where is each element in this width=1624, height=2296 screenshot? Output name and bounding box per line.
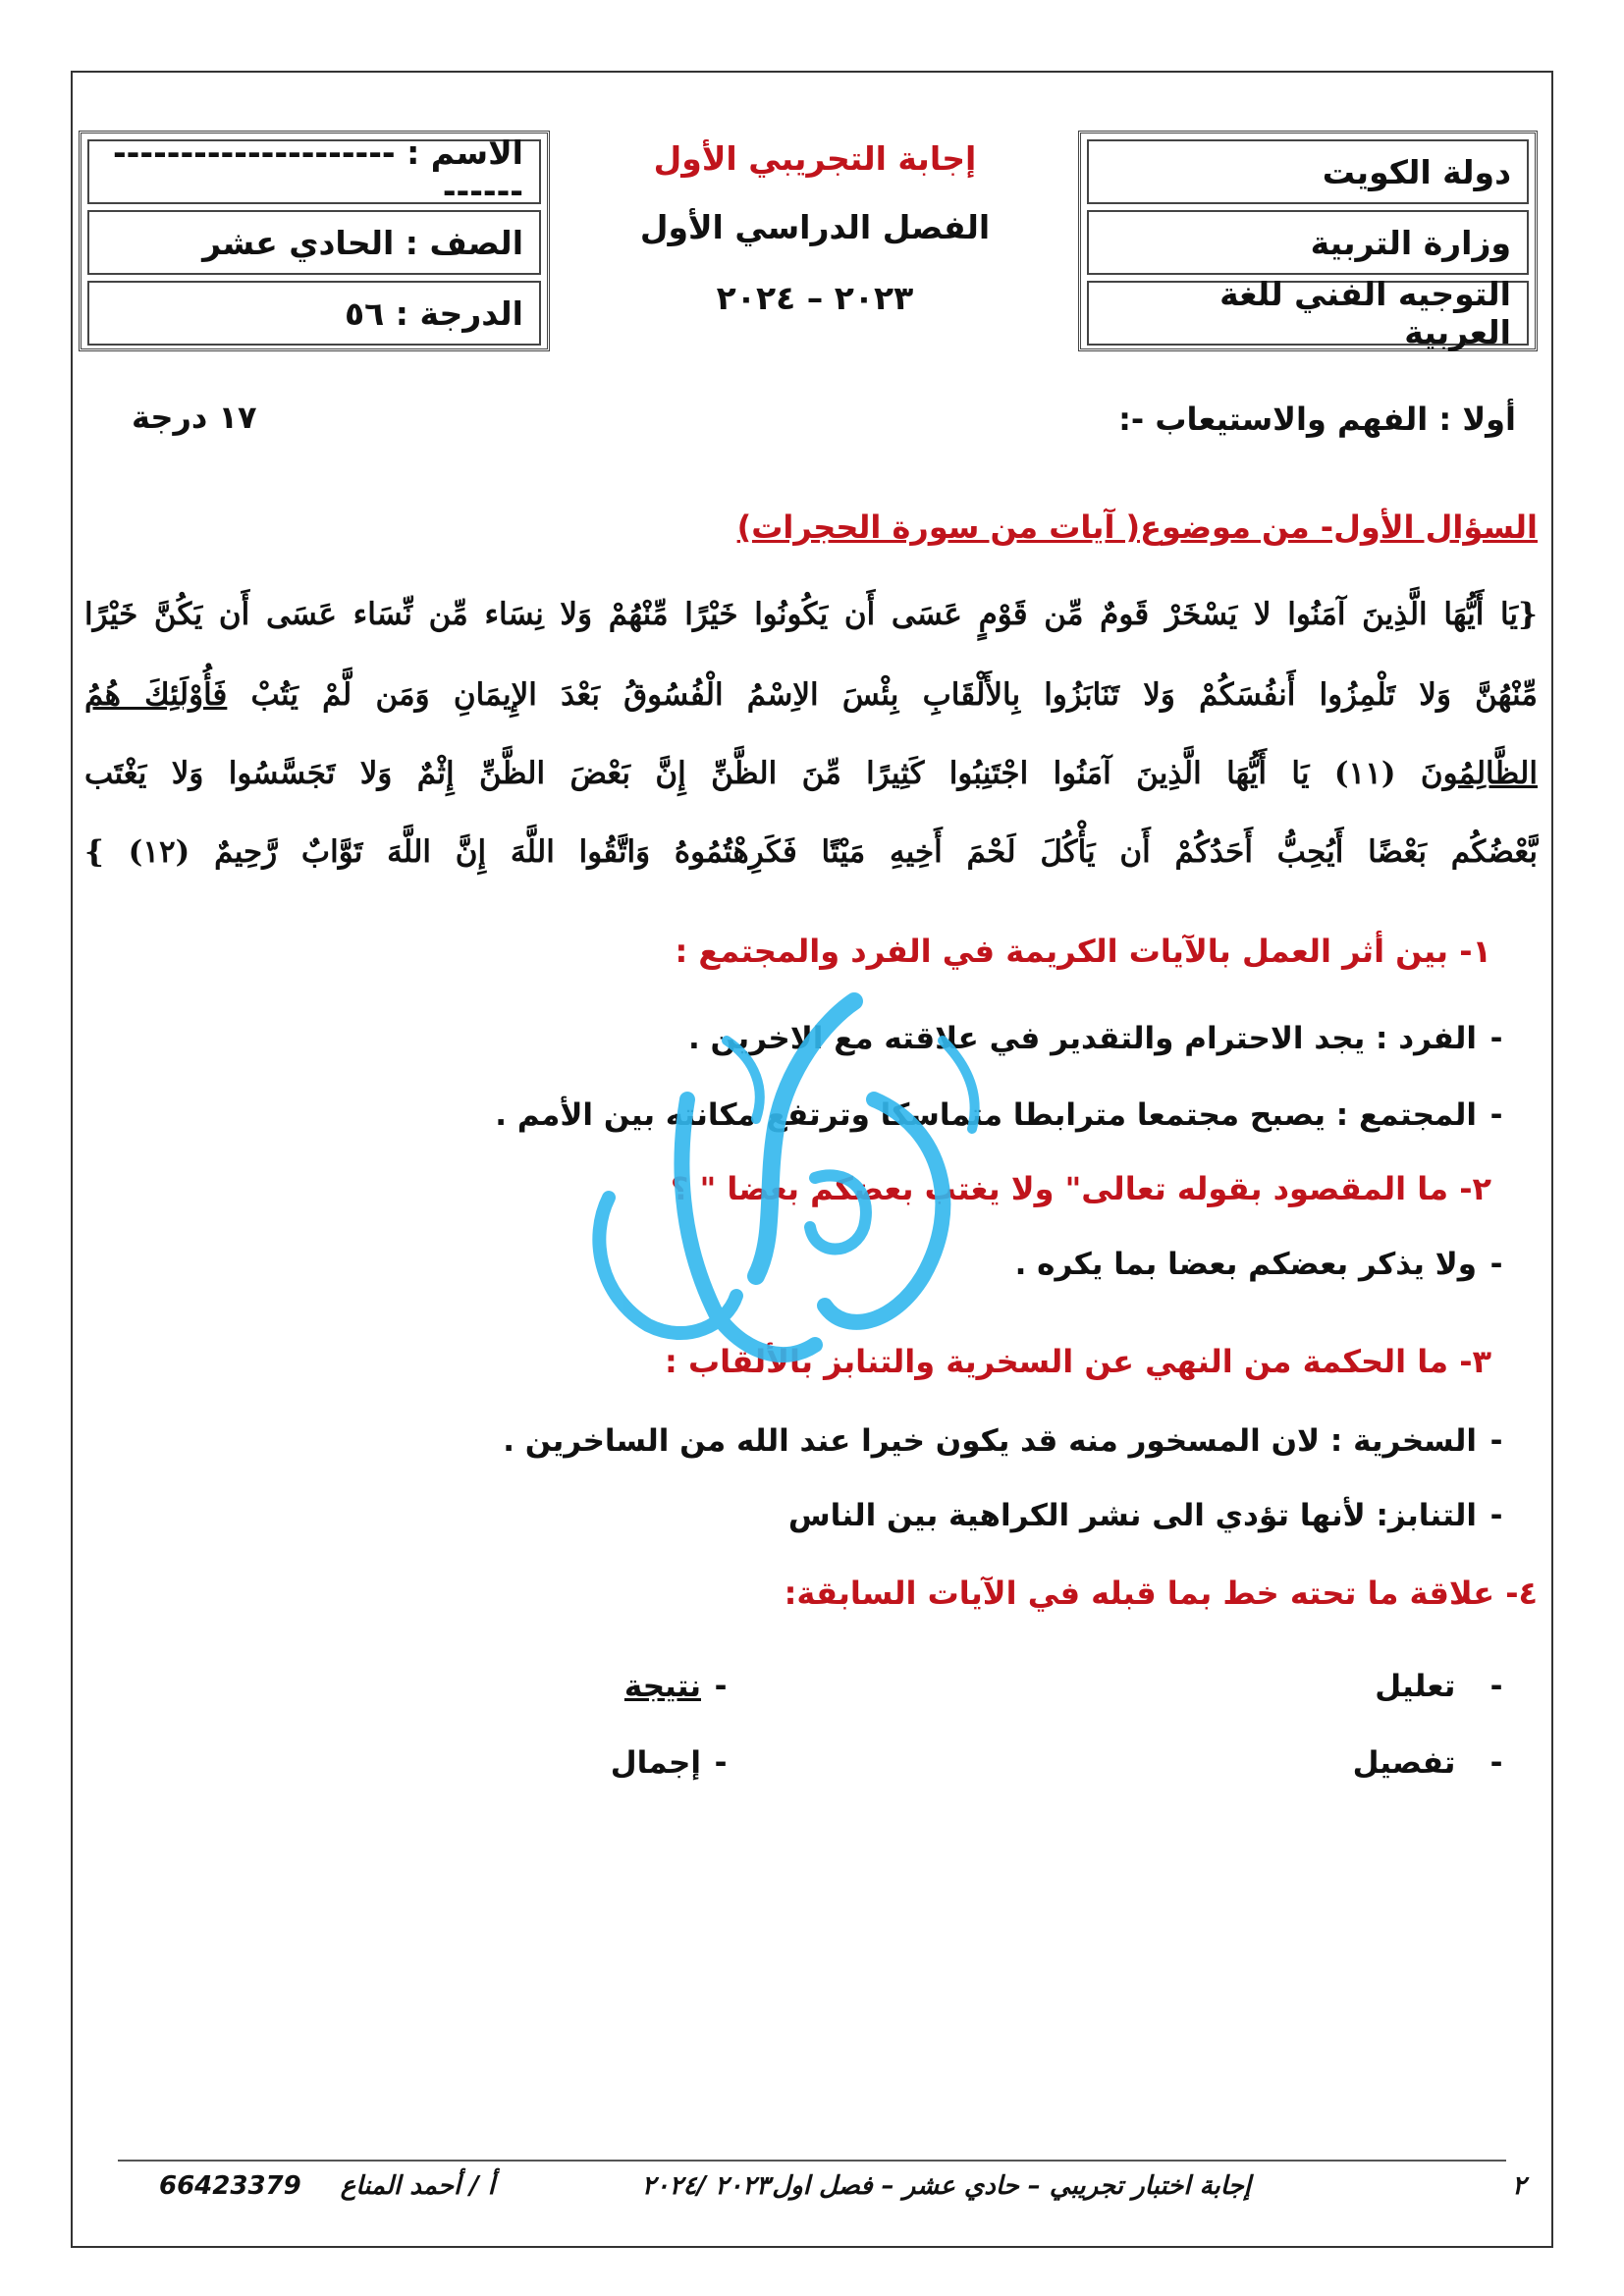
q4-option-3-text: تفصيل [1352,1745,1456,1781]
exam-year: ٢٠٢٣ – ٢٠٢٤ [716,279,914,317]
total-grade: الدرجة : ٥٦ [87,281,541,346]
exam-title: إجابة التجريبي الأول [653,139,977,178]
verse-line-1: {يَا أَيُّهَا الَّذِينَ آمَنُوا لا يَسْخَرْ قَومٌ مِّن قَوْمٍ عَسَى أَن يَكُونُوا خَيْرًا مِّنْهُمْ وَلا نِسَاء مِّن نِّسَاء عَسَى أَن يَكُنَّ خَيْرًا [84,597,1538,632]
header-ministry: وزارة التربية [1087,210,1529,275]
exam-term: الفصل الدراسي الأول [639,208,991,246]
header-country: دولة الكويت [1087,139,1529,204]
section-grade: ١٧ درجة [132,399,257,436]
q1-answer-1: -الفرد : يجد الاحترام والتقدير في علاقته مع الاخرين . [687,1021,1503,1056]
header-ministry-box [1078,131,1538,351]
q1-answer-1-text: الفرد : يجد الاحترام والتقدير في علاقته مع الاخرين . [687,1021,1477,1056]
student-class: الصف : الحادي عشر [87,210,541,275]
footer-author: أ / أحمد المناع [340,2171,495,2201]
q2-answer-1: -ولا يذكر بعضكم بعضا بما يكره . [1014,1247,1503,1282]
q4-option-2-text: نتيجة [623,1669,701,1704]
q1-answer-2: -المجتمع : يصبح مجتمعا مترابطا متماسكا وترتفع مكانته بين الأمم . [495,1097,1503,1133]
verse-underlined-1: فَأُوْلَئِكَ هُمُ [84,677,228,713]
verse-line-3 [84,756,1538,791]
student-info-box [79,131,550,351]
q3-answer-2-text: التنابز: لأنها تؤدي الى نشر الكراهية بين الناس [787,1498,1477,1533]
footer-year: ٢٠٢٣ /٢٠٢٤ [641,2171,770,2201]
q1-answer-2-text: المجتمع : يصبح مجتمعا مترابطا متماسكا وترتفع مكانته بين الأمم . [495,1097,1477,1133]
verse-underlined-2: الظَّالِمُونَ [1420,756,1538,791]
verse-line-2-text: مِّنْهُنَّ وَلا تَلْمِزُوا أَنفُسَكُمْ وَلا تَنَابَزُوا بِالأَلْقَابِ بِئْسَ الاِسْمُ الْفُسُوقُ بَعْدَ الإِيمَانِ وَمَن لَّمْ يَتُبْ [250,677,1538,713]
q4-label: ٤- علاقة ما تحته خط بما قبله في الآيات السابقة: [784,1575,1538,1612]
q4-option-4-text: إجمال [610,1745,701,1781]
header-department: التوجيه الفني للغة العربية [1087,281,1529,346]
footer-phone: 66423379 [159,2171,301,2201]
verse-line-3-text: (١١) يَا أَيُّهَا الَّذِينَ آمَنُوا اجْتَنِبُوا كَثِيرًا مِّنَ الظَّنِّ إِنَّ بَعْضَ الظَّنِّ إِثْمٌ وَلا تَجَسَّسُوا وَلا يَغْتَب [84,756,1396,791]
q4-option-1: - تعليل [1375,1669,1503,1704]
q4-option-4: -إجمال [610,1745,728,1781]
q4-option-1-text: تعليل [1375,1669,1456,1704]
q4-option-3: - تفصيل [1352,1745,1503,1781]
q4-option-2: -نتيجة [623,1669,728,1704]
footer-title: إجابة اختبار تجريبي – حادي عشر – فصل اول [772,2171,1251,2201]
q1-label: ١- بين أثر العمل بالآيات الكريمة في الفرد والمجتمع : [675,933,1491,970]
student-name-field: الاسم : --------------------------- [87,139,541,204]
page-frame [71,71,1553,2248]
verse-line-4: بَّعْضُكُم بَعْضًا أَيُحِبُّ أَحَدُكُمْ أَن يَأْكُلَ لَحْمَ أَخِيهِ مَيْتًا فَكَرِهْتُمُوهُ وَاتَّقُوا اللَّهَ إِنَّ اللَّهَ تَوَّابٌ رَّحِيمٌ (١٢) } [84,834,1538,870]
footer-divider [118,2160,1506,2162]
section-title: أولا : الفهم والاستيعاب -: [1118,400,1516,438]
q2-label: ٢- ما المقصود بقوله تعالى" ولا يغتب بعضكم بعضا " ؟ [670,1170,1491,1207]
q3-answer-1: -السخرية : لان المسخور منه قد يكون خيرا عند الله من الساخرين . [503,1423,1503,1459]
verse-line-2 [84,677,1538,713]
q3-answer-1-text: السخرية : لان المسخور منه قد يكون خيرا عند الله من الساخرين . [503,1423,1477,1459]
q2-answer-1-text: ولا يذكر بعضكم بعضا بما يكره . [1014,1247,1477,1282]
question-title: السؤال الأول- من موضوع( آيات من سورة الحجرات) [736,508,1538,546]
footer-page-number: ٢ [1512,2171,1526,2201]
q3-label: ٣- ما الحكمة من النهي عن السخرية والتنابز بالألقاب : [665,1343,1491,1380]
q3-answer-2: -التنابز: لأنها تؤدي الى نشر الكراهية بين الناس [787,1498,1503,1533]
